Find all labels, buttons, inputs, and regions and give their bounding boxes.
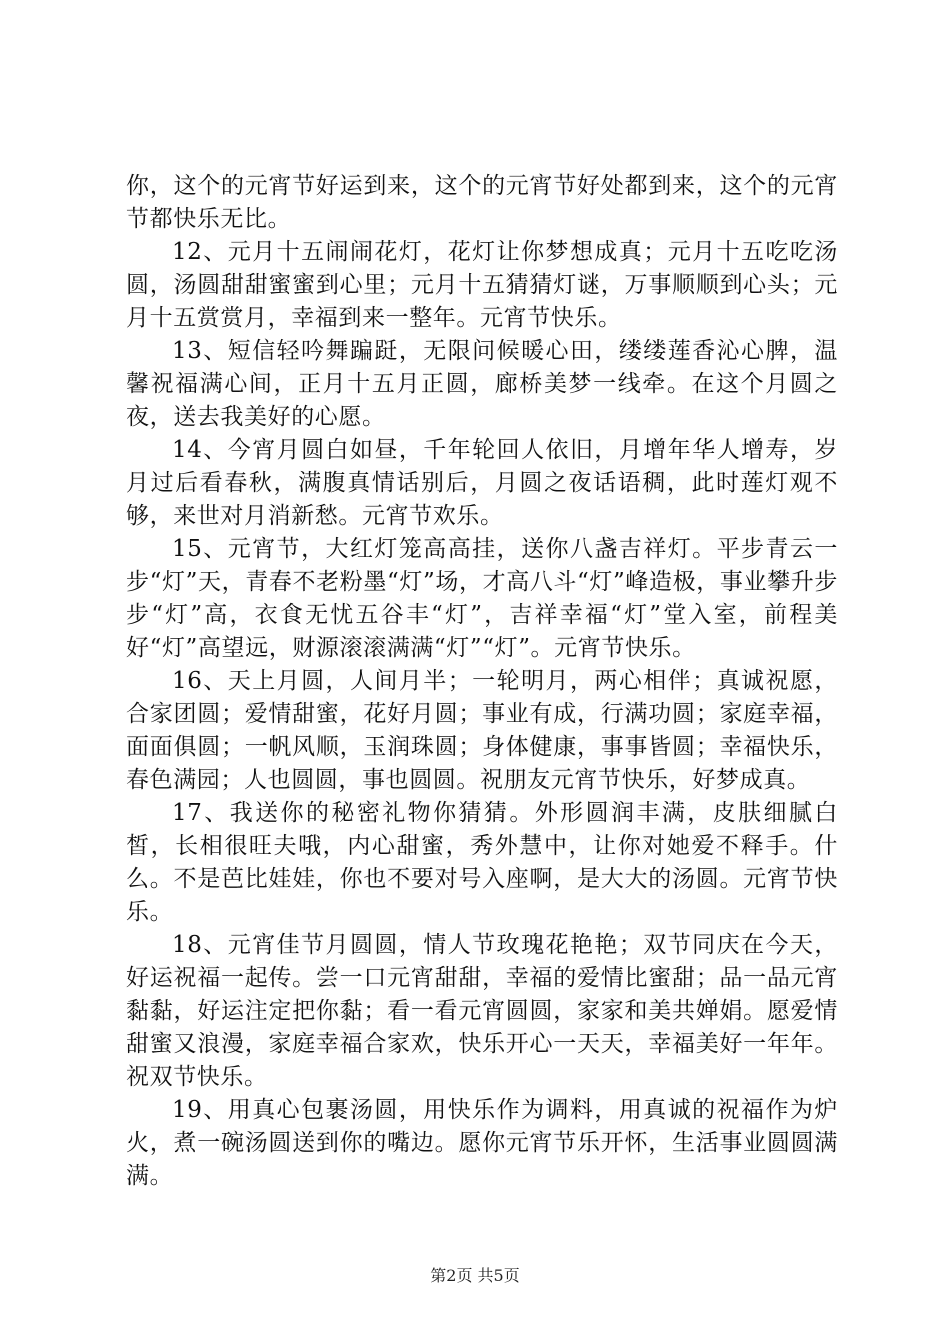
page-footer: 第2页 共5页 — [430, 1266, 520, 1285]
document-body — [126, 170, 838, 1193]
paragraph-continuation: 你，这个的元宵节好运到来，这个的元宵节好处都到来，这个的元宵节都快乐无比。 — [126, 173, 838, 232]
paragraph-15: 15、元宵节，大红灯笼高高挂，送你八盏吉祥灯。平步青云一步“灯”天，青春不老粉墨“灯”场，才高八斗“灯”峰造极，事业攀升步步“灯”高，衣食无忧五谷丰“灯”，吉祥幸福“灯”堂入室，前程美好“灯”高望远，财源滚滚满满“灯”“灯”。元宵节快乐。 — [126, 536, 838, 661]
paragraph-16: 16、天上月圆，人间月半；一轮明月，两心相伴；真诚祝愿，合家团圆；爱情甜蜜，花好月圆；事业有成，行满功圆；家庭幸福，面面俱圆；一帆风顺，玉润珠圆；身体健康，事事皆圆；幸福快乐，春色满园；人也圆圆，事也圆圆。祝朋友元宵节快乐，好梦成真。 — [126, 668, 838, 793]
paragraph-13: 13、短信轻吟舞蹁跹，无限问候暖心田，缕缕莲香沁心脾，温馨祝福满心间，正月十五月正圆，廊桥美梦一线牵。在这个月圆之夜，送去我美好的心愿。 — [126, 338, 838, 430]
paragraph-12: 12、元月十五闹闹花灯，花灯让你梦想成真；元月十五吃吃汤圆，汤圆甜甜蜜蜜到心里；元月十五猜猜灯谜，万事顺顺到心头；元月十五赏赏月，幸福到来一整年。元宵节快乐。 — [126, 239, 838, 331]
paragraph-14: 14、今宵月圆白如昼，千年轮回人依旧，月增年华人增寿，岁月过后看春秋，满腹真情话别后，月圆之夜话语稠，此时莲灯观不够，来世对月消新愁。元宵节欢乐。 — [126, 437, 838, 529]
paragraph-19: 19、用真心包裹汤圆，用快乐作为调料，用真诚的祝福作为炉火，煮一碗汤圆送到你的嘴边。愿你元宵节乐开怀，生活事业圆圆满满。 — [126, 1097, 838, 1189]
paragraph-18: 18、元宵佳节月圆圆，情人节玫瑰花艳艳；双节同庆在今天，好运祝福一起传。尝一口元宵甜甜，幸福的爱情比蜜甜；品一品元宵黏黏，好运注定把你黏；看一看元宵圆圆，家家和美共婵娟。愿爱情甜蜜又浪漫，家庭幸福合家欢，快乐开心一天天，幸福美好一年年。祝双节快乐。 — [126, 932, 838, 1090]
paragraph-17: 17、我送你的秘密礼物你猜猜。外形圆润丰满，皮肤细腻白皙，长相很旺夫哦，内心甜蜜，秀外慧中，让你对她爱不释手。什么。不是芭比娃娃，你也不要对号入座啊，是大大的汤圆。元宵节快乐。 — [126, 800, 838, 925]
